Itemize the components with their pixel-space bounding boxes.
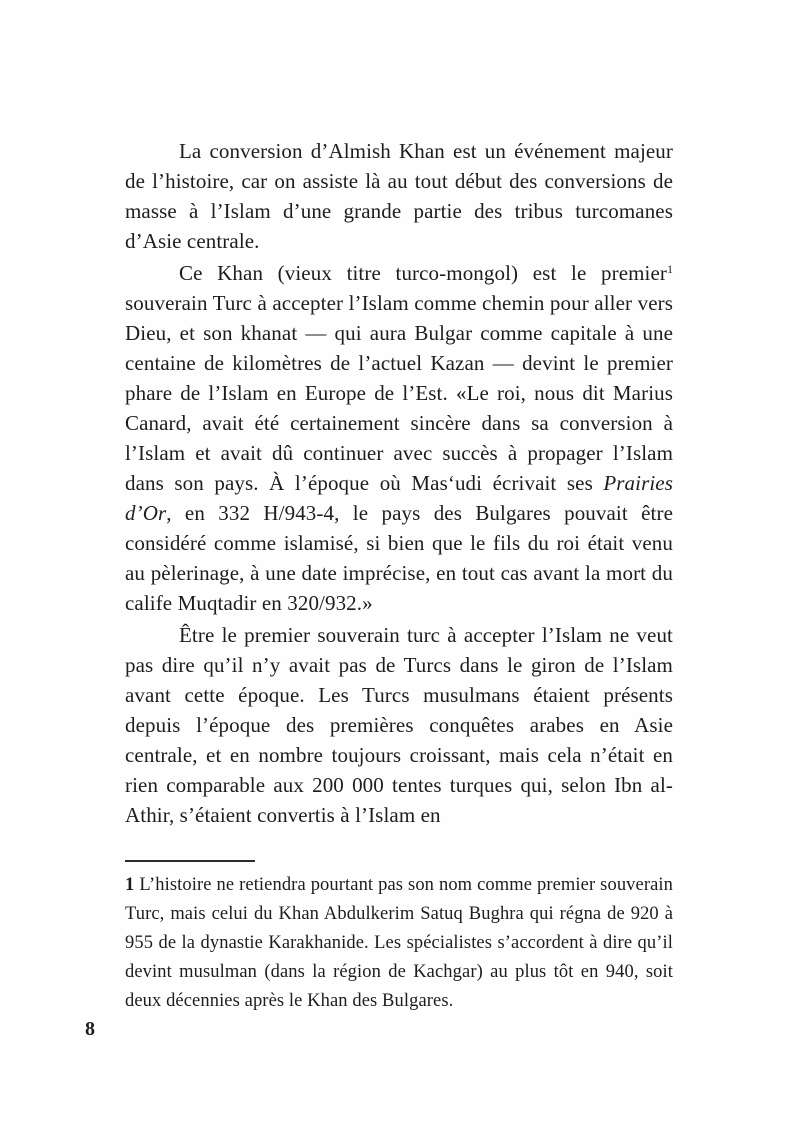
footnote-marker: 1 [125,875,140,895]
footnote-block [125,860,673,1016]
paragraph [125,620,673,830]
text-segment: Ce Khan (vieux titre turco-mongol) est le premier [179,261,667,285]
page-number: 8 [85,1018,95,1040]
body-text [125,136,673,832]
footnote-separator [125,860,255,862]
paragraph [125,258,673,618]
text-segment: Être le premier souverain turc à accepter l’Islam ne veut pas dire qu’il n’y avait pas de Turcs dans le giron de l’Islam avant cette époque. Les Turcs musulmans étaient présents depuis l’époque des premières conquêtes arabes en Asie centrale, et en nombre toujours croissant, mais cela n’était en rien comparable aux 200 000 tentes turques qui, selon Ibn al-Athir, s’étaient convertis à l’Islam en [125,623,673,827]
text-segment: La conversion d’Almish Khan est un événement majeur de l’histoire, car on assiste là au tout début des conversions de masse à l’Islam d’une grande partie des tribus turcomanes d’Asie centrale. [125,139,673,253]
text-segment: souverain Turc à accepter l’Islam comme chemin pour aller vers Dieu, et son khanat — qui aura Bulgar comme capitale à une centaine de kilomètres de l’actuel Kazan — devint le premier phare de l’Islam en Europe de l’Est. «Le roi, nous dit Marius Canard, avait été certainement sincère dans sa conversion à l’Islam et avait dû continuer avec succès à propager l’Islam dans son pays. À l’époque où Mas‘udi écrivait ses [125,291,673,495]
text-segment: L’histoire ne retiendra pourtant pas son nom comme premier souverain Turc, mais celui du Khan Abdulkerim Satuq Bughra qui régna de 920 à 955 de la dynastie Karakhanide. Les spécialistes s’accordent à dire qu’il devint musulman (dans la région de Kachgar) au plus tôt en 940, soit deux décennies après le Khan des Bulgares. [125,875,673,1011]
footnote-text [125,871,673,1016]
text-segment: , en 332 H/943-4, le pays des Bulgares pouvait être considéré comme islamisé, si bien que le fils du roi était venu au pèlerinage, à une date imprécise, en tout cas avant la mort du calife Muqtadir en 320/932.» [125,501,673,615]
paragraph [125,136,673,256]
footnote-reference: 1 [667,262,673,276]
text-segment-italic: Prairies d’Or [125,471,673,525]
